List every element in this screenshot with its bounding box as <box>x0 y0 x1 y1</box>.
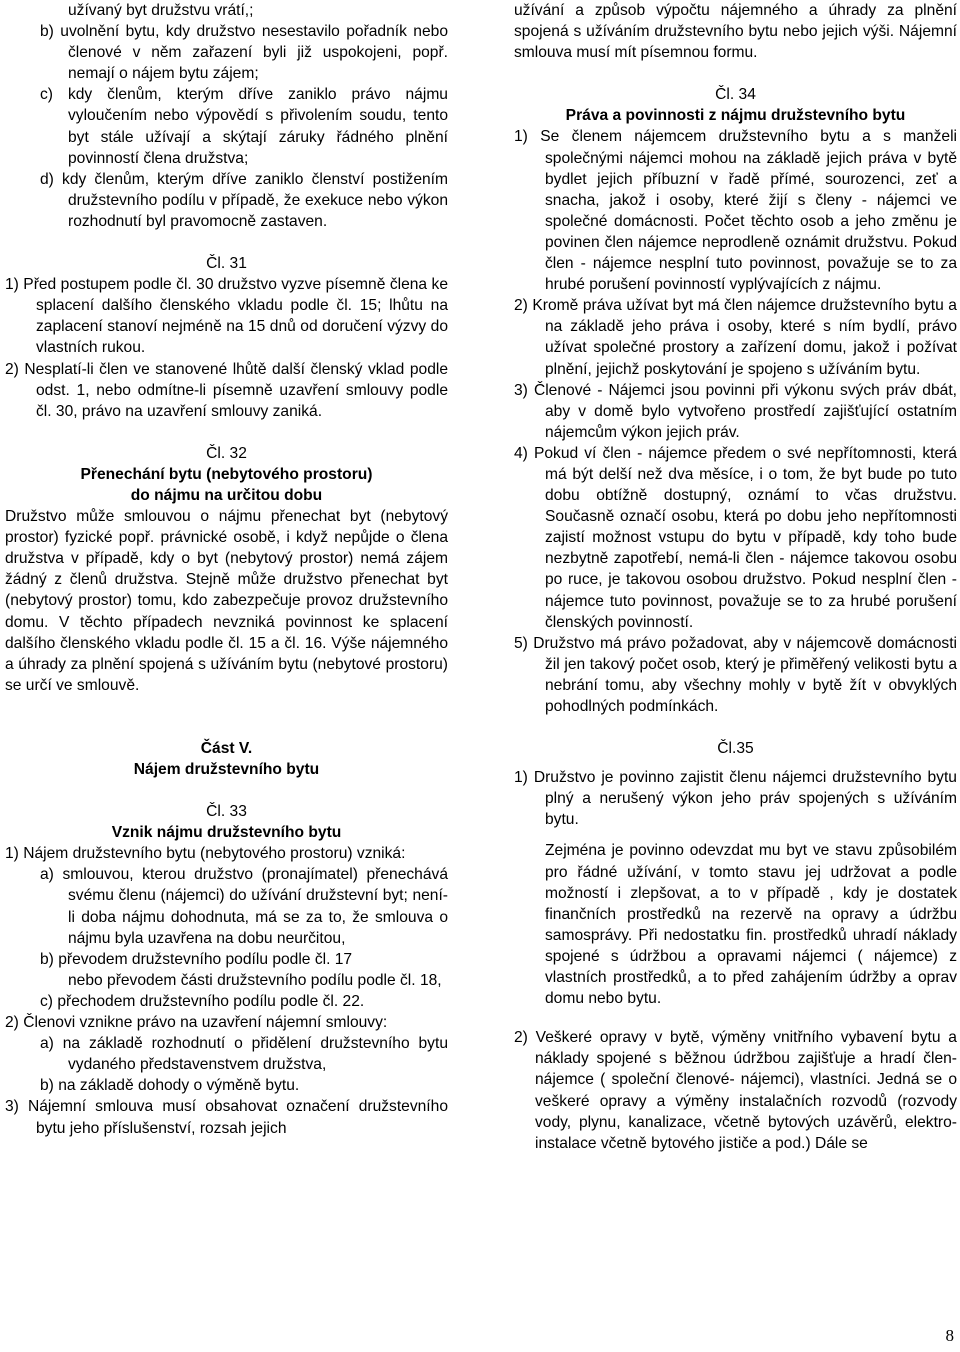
right-column <box>514 0 957 1154</box>
article-32-title: Přenechání bytu (nebytového prostoru) <box>80 465 373 483</box>
article-31-heading: Čl. 31 <box>206 255 247 273</box>
left-column <box>5 0 448 1139</box>
list-item: d) kdy členům, kterým dříve zaniklo členství postižením družstevního podílu v případě, že exekuce nebo výkon rozhodnutí byl pravomocně zastaven. <box>40 170 448 230</box>
article-35-heading: Čl.35 <box>717 740 754 758</box>
page-number: 8 <box>945 1326 954 1345</box>
list-item: b) převodem družstevního podílu podle čl. 17 <box>40 950 353 968</box>
list-item: a) smlouvou, kterou družstvo (pronajímatel) přenechává svému členu (nájemci) do užívání družstevní byt; není-li doba nájmu dohodnuta, má se za to, že smlouva o nájmu byla uzavřena na dobu neurčitou, <box>40 866 448 947</box>
article-33-paragraph: 2) Členovi vznikne právo na uzavření nájemní smlouvy: <box>5 1014 388 1032</box>
article-32-title: do nájmu na určitou dobu <box>130 486 323 504</box>
article-34-heading: Čl. 34 <box>715 86 756 104</box>
part-5-title: Nájem družstevního bytu <box>133 761 320 778</box>
article-32-text: Družstvo může smlouvou o nájmu přenechat byt (nebytový prostor) fyzické popř. právnické osobě, i když nepůjde o člena družstva v případě, kdy o byt (nebytový prostor) nemá zájem žádný z členů družstva. Stejně může družstvo přenechat byt (nebytový prostor) tomu, kdo zabezpečuje provoz družstevního domu. V těchto případech nevzniká povinnost ke splacení dalšího členského vkladu podle čl. 15 a čl. 16. Výše nájemného a úhrady za plnění spojená s užíváním bytu (nebytové prostoru) se určí ve smlouvě. <box>5 508 448 694</box>
article-33-title: Vznik nájmu družstevního bytu <box>111 824 342 842</box>
list-item: 3) Členové - Nájemci jsou povinni při výkonu svých práv dbát, aby v domě bylo vytvořeno prostředí zajišťující ostatním nájemcům výkon jejich práv. <box>514 381 957 441</box>
list-item: 2) Kromě práva užívat byt má člen nájemce družstevního bytu a na základě jeho práva i osoby, které s ním bydlí, právo užívat společné prostory a zařízení domu, jakož i požívat plnění, jejichž poskytování je spojeno s užíváním bytu. <box>514 297 957 378</box>
list-item: c) kdy členům, kterým dříve zaniklo právo nájmu vyloučením nebo výpovědí s přivolením soudu, tento byt stále užívají a skýtají záruky řádného plnění povinností člena družstva; <box>40 86 448 167</box>
article-35-text: Zejména je povinno odevzdat mu byt ve stavu způsobilém pro řádné užívání, v tomto stavu jej udržovat a podle možností i zlepšovat, a to v případě , kdy je dostatek finančních prostředků na rezervě na opravy a údržbu samosprávy. Při nedostatku fin. prostředků uhradí náklady spojené s údržbou a opravami nájemci ( nájemce) z vlastních prostředků, a to před zahájením údržby a oprav domu nebo bytu. <box>545 842 957 1008</box>
list-item: 1) Se členem nájemcem družstevního bytu a s manželi společnými nájemci mohou na základě jejich práva v bytě bydlet jejich příbuzní v řadě přímé, sourozenci, zeť a snacha, jakož i osoby, které žijí s členy - nájemci ve společné domácnosti. Počet těchto osob a jeho změnu je povinen člen nájemce neprodleně oznámit družstvu. Pokud člen - nájemce nesplní tuto povinnost, považuje se to za hrubé porušení povinností vyplývajících z nájmu. <box>514 128 958 294</box>
list-item: c) přechodem družstevního podílu podle čl. 22. <box>40 992 365 1010</box>
article-32-heading: Čl. 32 <box>206 444 247 462</box>
list-item: užívaný byt družstvu vrátí,; <box>68 2 254 19</box>
article-33-heading: Čl. 33 <box>206 803 247 821</box>
part-5-heading: Část V. <box>200 739 253 757</box>
list-item: b) na základě dohody o výměně bytu. <box>40 1077 300 1095</box>
article-31-paragraph: 1) Před postupem podle čl. 30 družstvo vyzve písemně člena ke splacení dalšího členského vkladu podle čl. 15; lhůtu na zaplacení stanoví nejméně na 15 dnů od doručení výzvy do vlastních rukou. <box>5 276 448 357</box>
list-item: a) na základě rozhodnutí o přidělení družstevního bytu vydaného představenstvem družstva, <box>40 1035 448 1074</box>
article-33-paragraph: 1) Nájem družstevního bytu (nebytového prostoru) vzniká: <box>5 845 406 863</box>
continuation-text: užívání a způsob výpočtu nájemného a úhrady za plnění spojená s užíváním družstevního bytu nebo jejich výši. Nájemní smlouva musí mít písemnou formu. <box>514 2 957 62</box>
list-item: 5) Družstvo má právo požadovat, aby v nájemcově domácnosti žil jen takový počet osob, který je přiměřený velikosti bytu a nebrání tomu, aby všechny mohly v bytě žít v obvyklých pohodlných podmínkách. <box>514 634 957 715</box>
list-item: b) uvolnění bytu, kdy družstvo nesestavilo pořadník nebo členové v něm zařazení byli již uspokojeni, popř. nemají o nájem bytu zájem; <box>40 23 448 83</box>
list-item: nebo převodem části družstevního podílu podle čl. 18, <box>68 971 442 989</box>
article-35-paragraph: 2) Veškeré opravy v bytě, výměny vnitřního vybavení bytu a náklady spojené s běžnou údržbou zajišťuje a hradí člen-nájemce ( společní členové- nájemci), vlastníci. Jedná se o veškeré opravy a výměny instalačních rozvodů (rozvody vody, plynu, kanalizace, včetně bytových uzávěrů, elektro-instalace včetně bytového jističe a pod.) Dále se <box>514 1029 957 1152</box>
list-item: 4) Pokud ví člen - nájemce předem o své nepřítomnosti, která má být delší než dva měsíce, i o tom, že byt bude po tuto dobu obtížně dostupný, oznámí to včas družstvu. Současně označí osobu, která po dobu jeho nepřítomnosti zajistí možnost vstupu do bytu v případě, kdy toho bude nezbytně zapotřebí, nemá-li člen - nájemce takovou osobu po ruce, je takovou osobou družstvo. Pokud nesplní člen - nájemce tuto povinnost, považuje se to za hrubé porušení členských povinností. <box>514 444 957 631</box>
list-item: 1) Družstvo je povinno zajistit členu nájemci družstevního bytu plný a nerušený výkon jeho práv spojených s užíváním bytu. <box>514 769 957 829</box>
article-34-title: Práva a povinnosti z nájmu družstevního bytu <box>565 107 906 125</box>
article-33-paragraph: 3) Nájemní smlouva musí obsahovat označení družstevního bytu jeho příslušenství, rozsah jejich <box>5 1098 448 1137</box>
article-31-paragraph: 2) Nesplatí-li člen ve stanovené lhůtě další členský vklad podle odst. 1, nebo odmítne-li písemně uzavření smlouvy podle čl. 30, právo na uzavření smlouvy zaniká. <box>5 360 448 420</box>
